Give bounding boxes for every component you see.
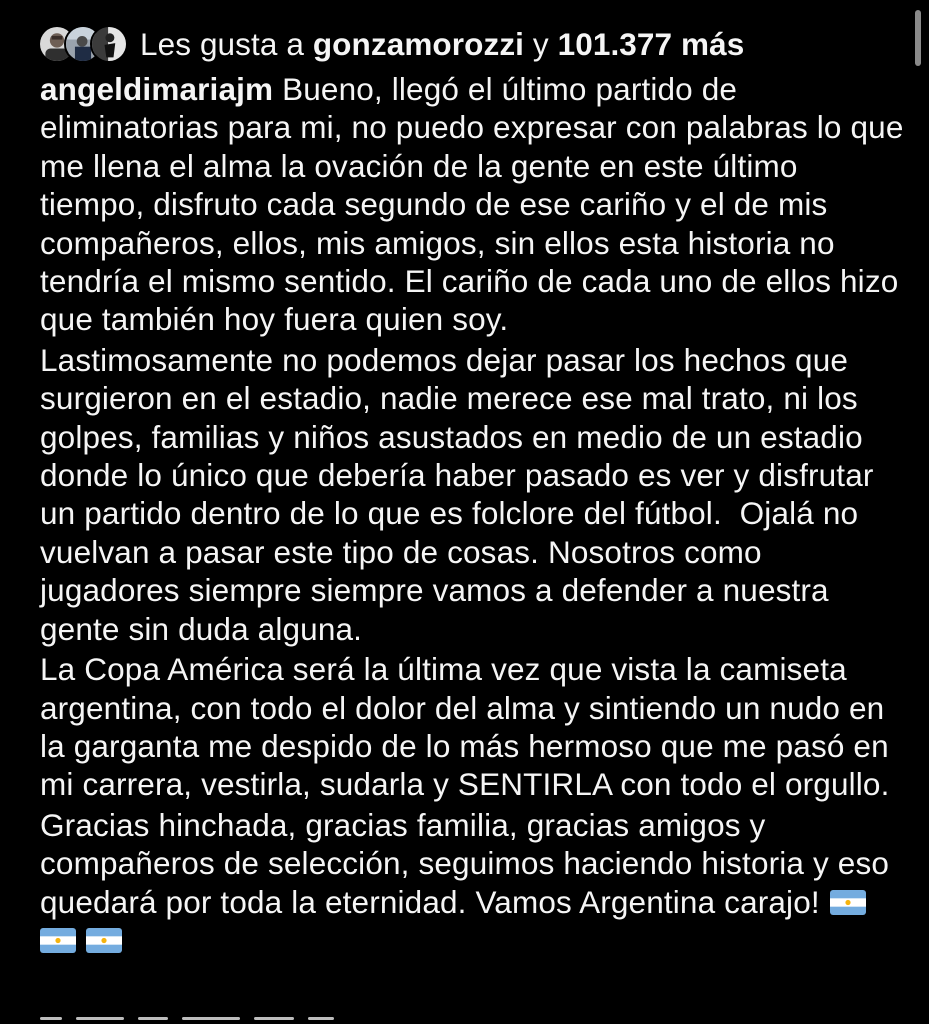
likes-row[interactable] — [40, 18, 910, 70]
argentina-flag-icon — [40, 928, 76, 953]
caption-paragraph-1-text: Bueno, llegó el último partido de eliminatorias para mi, no puedo expresar con palabras lo que me llena el alma la ovación de la gente en este último tiempo, disfruto cada segundo de ese cariño y el de mis compañeros, ellos, mis amigos, sin ellos esta historia no tendría el mismo sentido. El cariño de cada uno de ellos hizo que también hoy fuera quien soy. — [40, 71, 904, 338]
likes-prefix: Les gusta a — [140, 25, 313, 62]
liker-username-link[interactable]: gonzamorozzi — [312, 25, 525, 62]
liker-avatar[interactable] — [90, 25, 128, 63]
caption-paragraph-4-text: Gracias hinchada, gracias familia, gracias amigos y compañeros de selección, seguimos haciendo historia y eso quedará por toda la eternidad. Vamos Argentina carajo! — [40, 806, 890, 920]
next-line-peek — [40, 1017, 400, 1024]
caption-paragraph: La Copa América será la última vez que vista la camiseta argentina, con todo el dolor del alma y sintiendo un nudo en la garganta me despido de lo más hermoso que me pasó en mi carrera, vestirla, sudarla y SENTIRLA con todo el orgullo. — [40, 651, 890, 803]
author-username-link[interactable]: angeldimariajm — [40, 71, 274, 107]
caption-paragraph — [40, 70, 910, 339]
likes-connector: y — [524, 25, 558, 62]
post-caption-container — [40, 18, 910, 961]
caption-text — [40, 70, 910, 959]
argentina-flag-icon — [830, 890, 866, 915]
likes-count-link[interactable]: 101.377 más — [557, 25, 745, 62]
liker-avatars[interactable] — [38, 25, 128, 63]
caption-paragraph — [40, 806, 910, 960]
argentina-flag-icon — [86, 928, 122, 953]
scrollbar-thumb[interactable] — [915, 10, 921, 66]
caption-paragraph: Lastimosamente no podemos dejar pasar los hechos que surgieron en el estadio, nadie merece ese mal trato, ni los golpes, familias y niños asustados en medio de un estadio donde lo único que debería haber pasado es ver y disfrutar un partido dentro de lo que es folclore del fútbol. Ojalá no vuelvan a pasar este tipo de cosas. Nosotros como jugadores siempre siempre vamos a defender a nuestra gente sin duda alguna. — [40, 341, 883, 647]
